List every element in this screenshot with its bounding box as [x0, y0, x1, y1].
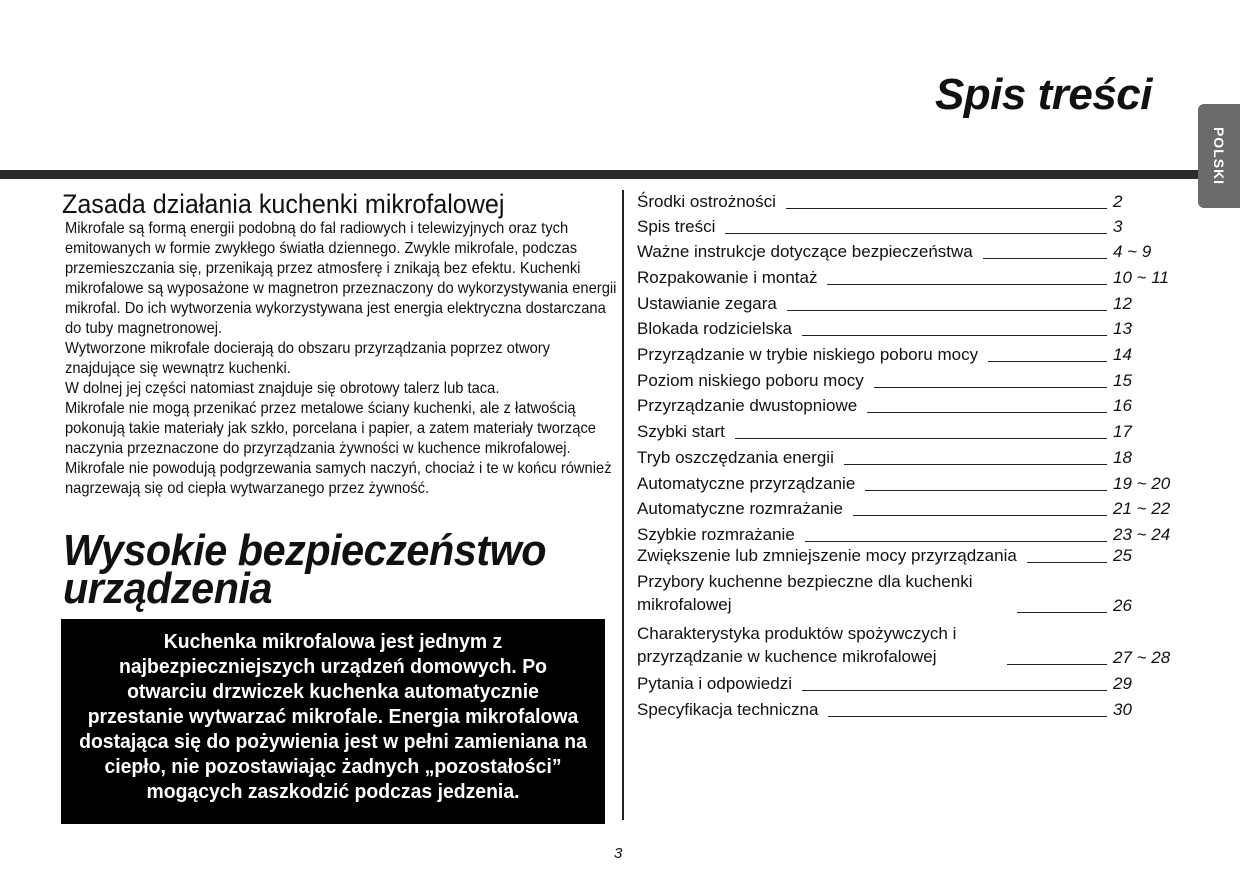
- toc-page-number: 29: [1113, 674, 1132, 693]
- toc-page-number: 13: [1113, 319, 1132, 338]
- toc-entry-title: Zwiększenie lub zmniejszenie mocy przyrządzania: [637, 546, 1017, 565]
- toc-page-number: 25: [1113, 546, 1132, 565]
- toc-entry-title: Specyfikacja techniczna: [637, 700, 819, 719]
- intro-paragraph: W dolnej jej części natomiast znajduje się obrotowy talerz lub taca.: [65, 380, 500, 397]
- toc-row[interactable]: [637, 680, 1182, 720]
- toc-entry-title: Blokada rodzicielska: [637, 319, 792, 338]
- toc-leader-line: [1027, 562, 1107, 563]
- toc-page-number: 12: [1113, 294, 1132, 313]
- toc-entry-title: Spis treści: [637, 217, 716, 236]
- toc-page-number: 26: [1113, 596, 1132, 615]
- language-tab-label: POLSKI: [1211, 126, 1227, 186]
- toc-page-number: 19 ~ 20: [1113, 474, 1171, 493]
- toc-entry-title: Rozpakowanie i montaż: [637, 268, 818, 287]
- toc-entry-title: Środki ostrożności: [637, 192, 776, 211]
- toc-page-number: 15: [1113, 371, 1132, 390]
- safety-callout-text: Kuchenka mikrofalowa jest jednym z najbezpieczniejszych urządzeń domowych. Po otwarciu drzwiczek kuchenka automatycznie przestanie wytwarzać mikrofale. Energia mikrofalowa dostająca się do pożywienia jest w pełni zamieniana na ciepło, nie pozostawiając żadnych „pozostałości” mogących zaszkodzić podczas jedzenia.: [79, 631, 587, 803]
- toc-entry-title: Ustawianie zegara: [637, 294, 777, 313]
- intro-text: [65, 219, 617, 499]
- intro-paragraph: Mikrofale nie powodują podgrzewania samych naczyń, chociaż i te w końcu również nagrzewają się od ciepła wytwarzanego przez żywność.: [65, 460, 612, 497]
- column-divider: [622, 190, 624, 820]
- toc-entry-title: Charakterystyka produktów spożywczych i przyrządzanie w kuchence mikrofalowej: [637, 622, 1007, 668]
- toc-entry-title: Automatyczne rozmrażanie: [637, 499, 843, 518]
- toc-entry-title: Przyrządzanie w trybie niskiego poboru mocy: [637, 345, 979, 364]
- toc-entry-title: Szybki start: [637, 422, 725, 441]
- toc-row[interactable]: [637, 572, 1182, 616]
- toc-page-number: 10 ~ 11: [1113, 268, 1169, 287]
- toc-row[interactable]: [637, 526, 1182, 566]
- safety-title: Wysokie bezpieczeństwo urządzenia: [63, 526, 547, 613]
- toc-page-number: 27 ~ 28: [1113, 648, 1171, 667]
- safety-callout-box: [61, 619, 605, 824]
- toc-page-number: 23 ~ 24: [1113, 525, 1171, 544]
- toc-page-number: 2: [1113, 192, 1123, 211]
- toc-page-number: 30: [1113, 700, 1132, 719]
- toc-page-number: 14: [1113, 345, 1132, 364]
- toc-entry-title: Automatyczne przyrządzanie: [637, 474, 856, 493]
- toc-page-number: 4 ~ 9: [1113, 242, 1152, 261]
- intro-paragraph: Wytworzone mikrofale docierają do obszaru przyrządzania poprzez otwory znajdujące się wewnątrz kuchenki.: [65, 340, 551, 377]
- intro-paragraph: Mikrofale są formą energii podobną do fal radiowych i telewizyjnych oraz tych emitowanych w formie zwykłego światła dziennego. Zwykle mikrofale, podczas przemieszczania się, przenikają przez atmosferę i znikają bez efektu. Kuchenki mikrofalowe są wyposażone w magnetron przeznaczony do wykorzystywania energii mikrofal. Do ich wytworzenia wykorzystywana jest energia elektryczna dostarczana do tuby magnetronowej.: [65, 220, 617, 337]
- toc-entry-title: Pytania i odpowiedzi: [637, 674, 792, 693]
- page-number: 3: [614, 845, 623, 862]
- toc-entry-title: Przybory kuchenne bezpieczne dla kuchenki mikrofalowej: [637, 570, 1017, 616]
- toc-leader-line: [828, 716, 1107, 717]
- page-title: Spis treści: [934, 70, 1152, 119]
- toc-entry-title: Ważne instrukcje dotyczące bezpieczeństwa: [637, 242, 973, 261]
- toc-page-number: 18: [1113, 448, 1132, 467]
- toc-entry-title: Przyrządzanie dwustopniowe: [637, 396, 858, 415]
- toc-entry-title: Poziom niskiego poboru mocy: [637, 371, 864, 390]
- toc-page-number: 17: [1113, 422, 1132, 441]
- toc-entry-title: Szybkie rozmrażanie: [637, 525, 795, 544]
- toc-entry-title: Tryb oszczędzania energii: [637, 448, 834, 467]
- section-heading: Zasada działania kuchenki mikrofalowej: [62, 189, 505, 219]
- toc-page-number: 16: [1113, 396, 1132, 415]
- language-tab[interactable]: [1198, 104, 1240, 208]
- toc-page-number: 3: [1113, 217, 1123, 236]
- intro-paragraph: Mikrofale nie mogą przenikać przez metalowe ściany kuchenki, ale z łatwością pokonują takie materiały jak szkło, porcelana i papier, a zatem materiały tworzące naczynia przeznaczone do przyrządzania żywności w kuchence mikrofalowej.: [65, 400, 596, 457]
- toc-page-number: 21 ~ 22: [1113, 499, 1171, 518]
